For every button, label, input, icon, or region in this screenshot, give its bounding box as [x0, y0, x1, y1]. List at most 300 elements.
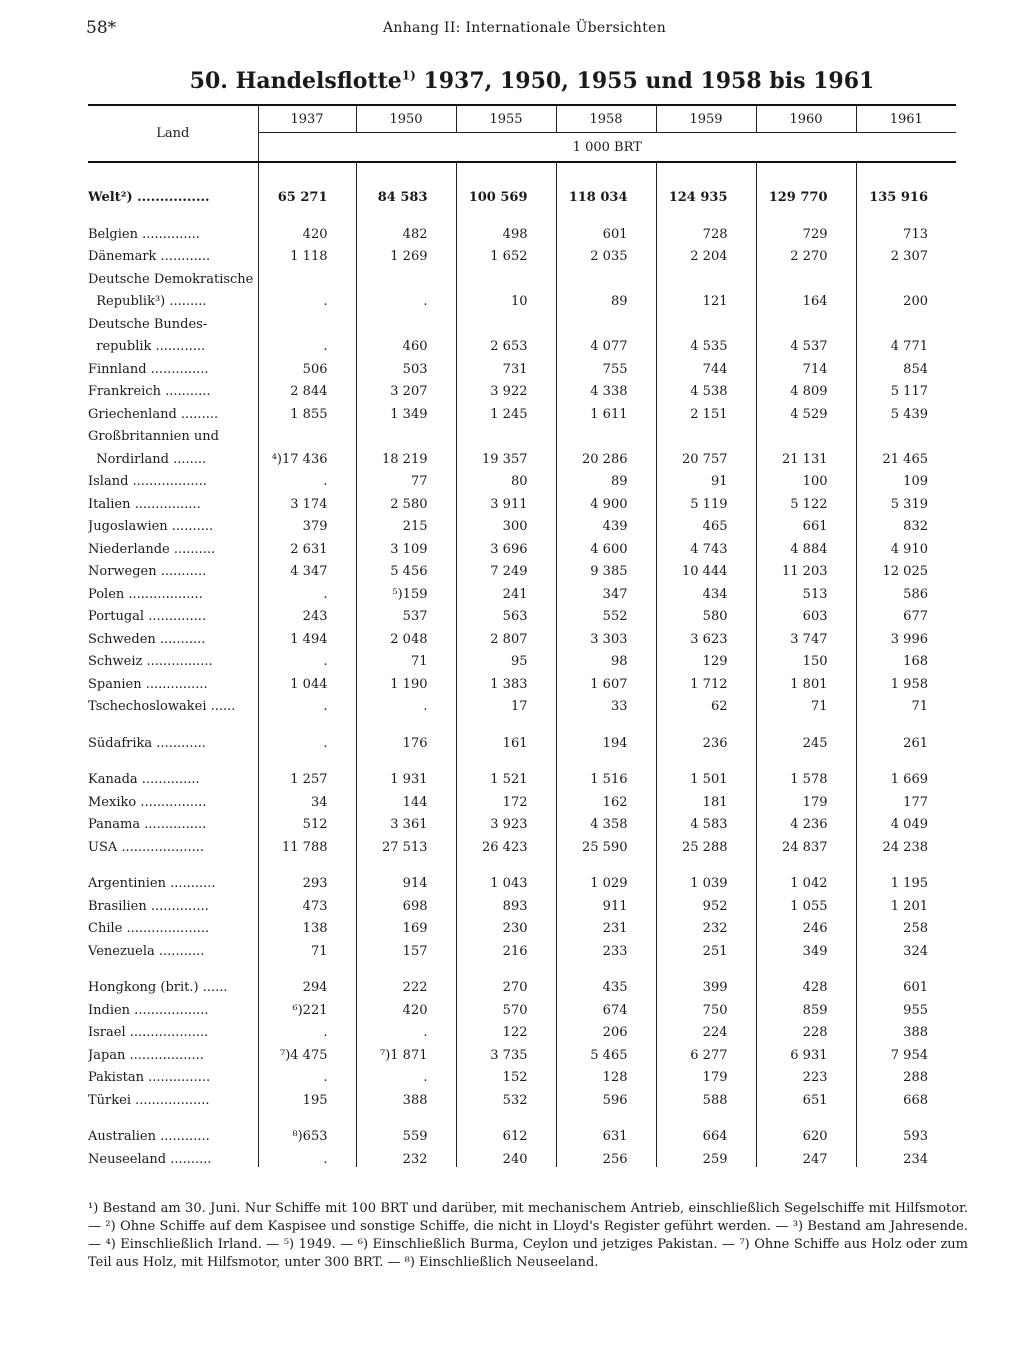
- value-cell: 4 900: [556, 489, 656, 512]
- country-name: Niederlande ..........: [88, 541, 216, 557]
- value-cell: 245: [756, 728, 856, 751]
- value-cell: 19 357: [456, 444, 556, 467]
- value-cell: 3 747: [756, 624, 856, 647]
- value-cell: 620: [756, 1122, 856, 1145]
- value-cell: 651: [756, 1085, 856, 1108]
- value-cell: 181: [656, 787, 756, 810]
- value-cell: [856, 422, 956, 445]
- value-cell: 223: [756, 1063, 856, 1086]
- value-cell: 503: [356, 354, 456, 377]
- value-cell: [556, 309, 656, 332]
- value-cell: [456, 422, 556, 445]
- value-cell: 256: [556, 1144, 656, 1167]
- table-row: [88, 332, 956, 355]
- value-cell: 563: [456, 602, 556, 625]
- value-cell: [756, 959, 856, 973]
- value-cell: [856, 714, 956, 728]
- spacer-row: [88, 751, 956, 765]
- value-cell: 100: [756, 467, 856, 490]
- table-row: [88, 264, 956, 287]
- country-name: Japan ..................: [88, 1047, 204, 1063]
- table-row: [88, 995, 956, 1018]
- value-cell: [856, 1108, 956, 1122]
- table-row: [88, 1085, 956, 1108]
- value-cell: 4 910: [856, 534, 956, 557]
- value-cell: 537: [356, 602, 456, 625]
- value-cell: 728: [656, 219, 756, 242]
- value-cell: 4 537: [756, 332, 856, 355]
- value-cell: 2 270: [756, 242, 856, 265]
- value-cell: [456, 309, 556, 332]
- country-name: [88, 855, 258, 869]
- value-cell: 11 788: [258, 832, 356, 855]
- value-cell: [756, 1108, 856, 1122]
- value-cell: 17: [456, 692, 556, 715]
- value-cell: 3 174: [258, 489, 356, 512]
- value-cell: 3 735: [456, 1040, 556, 1063]
- table-row: [88, 602, 956, 625]
- value-cell: 1 042: [756, 869, 856, 892]
- value-cell: 33: [556, 692, 656, 715]
- value-cell: 731: [456, 354, 556, 377]
- value-cell: 294: [258, 973, 356, 996]
- value-cell: 10: [456, 287, 556, 310]
- value-cell: 586: [856, 579, 956, 602]
- year-header: 1955: [456, 105, 556, 133]
- country-name: [88, 1108, 258, 1122]
- value-cell: .: [258, 692, 356, 715]
- value-cell: [756, 714, 856, 728]
- year-header: 1960: [756, 105, 856, 133]
- country-name: Frankreich ...........: [88, 384, 211, 399]
- value-cell: ⁴)17 436: [258, 444, 356, 467]
- table-row: [88, 669, 956, 692]
- table-row: [88, 832, 956, 855]
- value-cell: 152: [456, 1063, 556, 1086]
- running-head: Anhang II: Internationale Übersichten: [383, 20, 667, 36]
- value-cell: 593: [856, 1122, 956, 1145]
- value-cell: [656, 855, 756, 869]
- value-cell: 7 249: [456, 557, 556, 580]
- value-cell: 234: [856, 1144, 956, 1167]
- table-row: [88, 936, 956, 959]
- value-cell: [258, 1108, 356, 1122]
- value-cell: 677: [856, 602, 956, 625]
- value-cell: 559: [356, 1122, 456, 1145]
- table-row: [88, 914, 956, 937]
- value-cell: [556, 751, 656, 765]
- country-name: Nordirland ........: [88, 451, 207, 467]
- value-cell: 4 884: [756, 534, 856, 557]
- country-name: Kanada ..............: [88, 772, 200, 787]
- value-cell: 2 580: [356, 489, 456, 512]
- table-row: [88, 354, 956, 377]
- value-cell: 952: [656, 891, 756, 914]
- title-years: 1937, 1950, 1955 und 1958 bis 1961: [415, 68, 875, 94]
- country-name: Jugoslawien ..........: [88, 519, 214, 534]
- value-cell: 200: [856, 287, 956, 310]
- country-name: Polen ..................: [88, 586, 203, 602]
- value-cell: [258, 714, 356, 728]
- table-row: [88, 1040, 956, 1063]
- table-row: [88, 647, 956, 670]
- value-cell: 4 358: [556, 810, 656, 833]
- country-name: Deutsche Demokratische: [88, 271, 254, 287]
- value-cell: 4 600: [556, 534, 656, 557]
- value-cell: 2 307: [856, 242, 956, 265]
- value-cell: 1 578: [756, 765, 856, 788]
- value-cell: 12 025: [856, 557, 956, 580]
- value-cell: 714: [756, 354, 856, 377]
- value-cell: 439: [556, 512, 656, 535]
- value-cell: 168: [856, 647, 956, 670]
- value-cell: [258, 422, 356, 445]
- value-cell: 195: [258, 1085, 356, 1108]
- value-cell: 179: [656, 1063, 756, 1086]
- value-cell: 3 109: [356, 534, 456, 557]
- value-cell: 506: [258, 354, 356, 377]
- table-row: [88, 467, 956, 490]
- title-main: 50. Handelsflotte: [189, 68, 402, 94]
- value-cell: 129 770: [756, 162, 856, 205]
- value-cell: [356, 264, 456, 287]
- table-row: [88, 399, 956, 422]
- table-row: [88, 1063, 956, 1086]
- value-cell: [456, 855, 556, 869]
- value-cell: 1 055: [756, 891, 856, 914]
- value-cell: 1 652: [456, 242, 556, 265]
- value-cell: [556, 1108, 656, 1122]
- value-cell: [856, 264, 956, 287]
- value-cell: 729: [756, 219, 856, 242]
- value-cell: 588: [656, 1085, 756, 1108]
- value-cell: [356, 205, 456, 219]
- value-cell: [556, 205, 656, 219]
- value-cell: 246: [756, 914, 856, 937]
- value-cell: 206: [556, 1018, 656, 1041]
- value-cell: [456, 751, 556, 765]
- country-name: [88, 714, 258, 728]
- value-cell: 5 122: [756, 489, 856, 512]
- year-header: 1937: [258, 105, 356, 133]
- spacer-row: [88, 1108, 956, 1122]
- value-cell: .: [258, 728, 356, 751]
- value-cell: 215: [356, 512, 456, 535]
- value-cell: .: [258, 287, 356, 310]
- value-cell: [556, 959, 656, 973]
- value-cell: .: [258, 1018, 356, 1041]
- value-cell: 6 931: [756, 1040, 856, 1063]
- value-cell: [356, 422, 456, 445]
- country-name: Brasilien ..............: [88, 898, 209, 914]
- value-cell: .: [258, 332, 356, 355]
- fleet-table-container: [88, 104, 956, 1167]
- value-cell: 228: [756, 1018, 856, 1041]
- value-cell: 513: [756, 579, 856, 602]
- value-cell: 3 623: [656, 624, 756, 647]
- value-cell: 71: [356, 647, 456, 670]
- value-cell: 612: [456, 1122, 556, 1145]
- table-row: [88, 287, 956, 310]
- value-cell: 100 569: [456, 162, 556, 205]
- table-row: [88, 810, 956, 833]
- value-cell: 955: [856, 995, 956, 1018]
- value-cell: 1 855: [258, 399, 356, 422]
- value-cell: 5 119: [656, 489, 756, 512]
- value-cell: 236: [656, 728, 756, 751]
- value-cell: 4 538: [656, 377, 756, 400]
- value-cell: 26 423: [456, 832, 556, 855]
- value-cell: 3 303: [556, 624, 656, 647]
- value-cell: 832: [856, 512, 956, 535]
- value-cell: 4 583: [656, 810, 756, 833]
- value-cell: [756, 205, 856, 219]
- value-cell: 62: [656, 692, 756, 715]
- table-row: [88, 489, 956, 512]
- value-cell: [356, 959, 456, 973]
- value-cell: .: [356, 692, 456, 715]
- value-cell: 473: [258, 891, 356, 914]
- country-name: Indien ..................: [88, 1002, 209, 1018]
- value-cell: 603: [756, 602, 856, 625]
- value-cell: 601: [856, 973, 956, 996]
- value-cell: [656, 959, 756, 973]
- value-cell: 2 807: [456, 624, 556, 647]
- value-cell: 251: [656, 936, 756, 959]
- footnotes: ¹) Bestand am 30. Juni. Nur Schiffe mit 100 BRT und darüber, mit mechanischem Antrieb, einschließlich Segelschiffe mit Hilfsmotor. — ²) Ohne Schiffe auf dem Kaspisee und sonstige Schiffe, die nicht in Lloyd's Register geführt werden. — ³) Bestand am Jahresende. — ⁴) Einschließlich Irland. — ⁵) 1949. — ⁶) Einschließlich Burma, Ceylon und jetziges Pakistan. — ⁷) Ohne Schiffe aus Holz oder zum Teil aus Holz, mit Hilfsmotor, unter 300 BRT. — ⁸) Einschließlich Neuseeland.: [88, 1201, 968, 1270]
- value-cell: 664: [656, 1122, 756, 1145]
- table-row: [88, 787, 956, 810]
- value-cell: 20 757: [656, 444, 756, 467]
- table-row: [88, 765, 956, 788]
- unit-header: 1 000 BRT: [258, 133, 956, 163]
- value-cell: 893: [456, 891, 556, 914]
- value-cell: 1 958: [856, 669, 956, 692]
- value-cell: [856, 751, 956, 765]
- value-cell: 428: [756, 973, 856, 996]
- spacer-row: [88, 959, 956, 973]
- value-cell: 859: [756, 995, 856, 1018]
- value-cell: 5 319: [856, 489, 956, 512]
- value-cell: 300: [456, 512, 556, 535]
- value-cell: [456, 1108, 556, 1122]
- value-cell: .: [356, 287, 456, 310]
- value-cell: 5 465: [556, 1040, 656, 1063]
- value-cell: 2 048: [356, 624, 456, 647]
- value-cell: 24 837: [756, 832, 856, 855]
- value-cell: 179: [756, 787, 856, 810]
- value-cell: 4 236: [756, 810, 856, 833]
- value-cell: 169: [356, 914, 456, 937]
- value-cell: 755: [556, 354, 656, 377]
- table-row: [88, 692, 956, 715]
- value-cell: 498: [456, 219, 556, 242]
- value-cell: [258, 264, 356, 287]
- world-row: [88, 162, 956, 205]
- value-cell: 150: [756, 647, 856, 670]
- value-cell: .: [258, 579, 356, 602]
- country-name: Mexiko ................: [88, 794, 207, 810]
- value-cell: 1 118: [258, 242, 356, 265]
- value-cell: 5 439: [856, 399, 956, 422]
- value-cell: 1 257: [258, 765, 356, 788]
- value-cell: 5 456: [356, 557, 456, 580]
- table-row: [88, 444, 956, 467]
- table-row: [88, 973, 956, 996]
- value-cell: 121: [656, 287, 756, 310]
- value-cell: 270: [456, 973, 556, 996]
- value-cell: 231: [556, 914, 656, 937]
- value-cell: [656, 714, 756, 728]
- value-cell: 21 465: [856, 444, 956, 467]
- value-cell: 4 077: [556, 332, 656, 355]
- value-cell: 3 696: [456, 534, 556, 557]
- value-cell: 224: [656, 1018, 756, 1041]
- country-name: Neuseeland ..........: [88, 1151, 212, 1167]
- value-cell: [356, 309, 456, 332]
- table-row: [88, 1018, 956, 1041]
- value-cell: [756, 751, 856, 765]
- value-cell: 98: [556, 647, 656, 670]
- value-cell: 2 631: [258, 534, 356, 557]
- value-cell: ⁷)4 475: [258, 1040, 356, 1063]
- value-cell: 580: [656, 602, 756, 625]
- value-cell: 258: [856, 914, 956, 937]
- value-cell: 77: [356, 467, 456, 490]
- value-cell: 84 583: [356, 162, 456, 205]
- spacer-row: [88, 855, 956, 869]
- value-cell: 293: [258, 869, 356, 892]
- value-cell: 2 151: [656, 399, 756, 422]
- value-cell: 854: [856, 354, 956, 377]
- value-cell: [756, 855, 856, 869]
- value-cell: 71: [756, 692, 856, 715]
- table-body: [88, 162, 956, 1167]
- value-cell: .: [258, 1144, 356, 1167]
- value-cell: 2 204: [656, 242, 756, 265]
- value-cell: 713: [856, 219, 956, 242]
- country-name: [88, 751, 258, 765]
- table-row: [88, 534, 956, 557]
- value-cell: 661: [756, 512, 856, 535]
- value-cell: 162: [556, 787, 656, 810]
- value-cell: 18 219: [356, 444, 456, 467]
- value-cell: 144: [356, 787, 456, 810]
- value-cell: 71: [258, 936, 356, 959]
- value-cell: 1 516: [556, 765, 656, 788]
- value-cell: .: [356, 1063, 456, 1086]
- value-cell: 259: [656, 1144, 756, 1167]
- value-cell: 261: [856, 728, 956, 751]
- value-cell: 465: [656, 512, 756, 535]
- value-cell: [356, 714, 456, 728]
- country-name: Türkei ..................: [88, 1092, 210, 1108]
- country-name: Panama ...............: [88, 817, 207, 832]
- value-cell: [656, 264, 756, 287]
- value-cell: 1 190: [356, 669, 456, 692]
- value-cell: 420: [258, 219, 356, 242]
- country-name: Italien ................: [88, 496, 201, 512]
- country-name: Israel ...................: [88, 1025, 209, 1040]
- value-cell: 24 238: [856, 832, 956, 855]
- fleet-table: [88, 104, 956, 1167]
- value-cell: 1 029: [556, 869, 656, 892]
- table-row: [88, 377, 956, 400]
- value-cell: [656, 422, 756, 445]
- value-cell: [556, 714, 656, 728]
- value-cell: 109: [856, 467, 956, 490]
- value-cell: 460: [356, 332, 456, 355]
- value-cell: [456, 264, 556, 287]
- value-cell: 4 529: [756, 399, 856, 422]
- value-cell: 4 338: [556, 377, 656, 400]
- value-cell: 89: [556, 287, 656, 310]
- value-cell: 631: [556, 1122, 656, 1145]
- value-cell: 177: [856, 787, 956, 810]
- value-cell: 5 117: [856, 377, 956, 400]
- spacer-row: [88, 714, 956, 728]
- value-cell: 399: [656, 973, 756, 996]
- value-cell: 911: [556, 891, 656, 914]
- country-name: Chile ....................: [88, 921, 210, 936]
- value-cell: 512: [258, 810, 356, 833]
- value-cell: [556, 855, 656, 869]
- spacer-row: [88, 205, 956, 219]
- value-cell: 379: [258, 512, 356, 535]
- value-cell: [856, 855, 956, 869]
- value-cell: 324: [856, 936, 956, 959]
- value-cell: 1 349: [356, 399, 456, 422]
- value-cell: 164: [756, 287, 856, 310]
- value-cell: [258, 959, 356, 973]
- year-header: 1959: [656, 105, 756, 133]
- value-cell: [656, 205, 756, 219]
- value-cell: [656, 309, 756, 332]
- value-cell: [356, 855, 456, 869]
- value-cell: 3 361: [356, 810, 456, 833]
- value-cell: 674: [556, 995, 656, 1018]
- value-cell: 552: [556, 602, 656, 625]
- country-name: Schweiz ................: [88, 654, 213, 669]
- country-name: republik ............: [88, 339, 206, 354]
- value-cell: 2 035: [556, 242, 656, 265]
- land-header: Land: [88, 105, 258, 162]
- table-row: [88, 579, 956, 602]
- value-cell: 172: [456, 787, 556, 810]
- value-cell: [756, 422, 856, 445]
- value-cell: 194: [556, 728, 656, 751]
- country-name: Australien ............: [88, 1129, 210, 1144]
- value-cell: 138: [258, 914, 356, 937]
- page-number: 58*: [86, 18, 117, 38]
- value-cell: 3 996: [856, 624, 956, 647]
- value-cell: 233: [556, 936, 656, 959]
- value-cell: 20 286: [556, 444, 656, 467]
- country-name: Norwegen ...........: [88, 564, 207, 579]
- country-name: Island ..................: [88, 474, 207, 489]
- value-cell: 570: [456, 995, 556, 1018]
- value-cell: 4 535: [656, 332, 756, 355]
- value-cell: .: [258, 467, 356, 490]
- value-cell: 4 347: [258, 557, 356, 580]
- value-cell: 1 669: [856, 765, 956, 788]
- value-cell: 1 712: [656, 669, 756, 692]
- value-cell: 240: [456, 1144, 556, 1167]
- value-cell: 241: [456, 579, 556, 602]
- value-cell: 347: [556, 579, 656, 602]
- value-cell: [258, 309, 356, 332]
- country-name: Portugal ..............: [88, 609, 207, 624]
